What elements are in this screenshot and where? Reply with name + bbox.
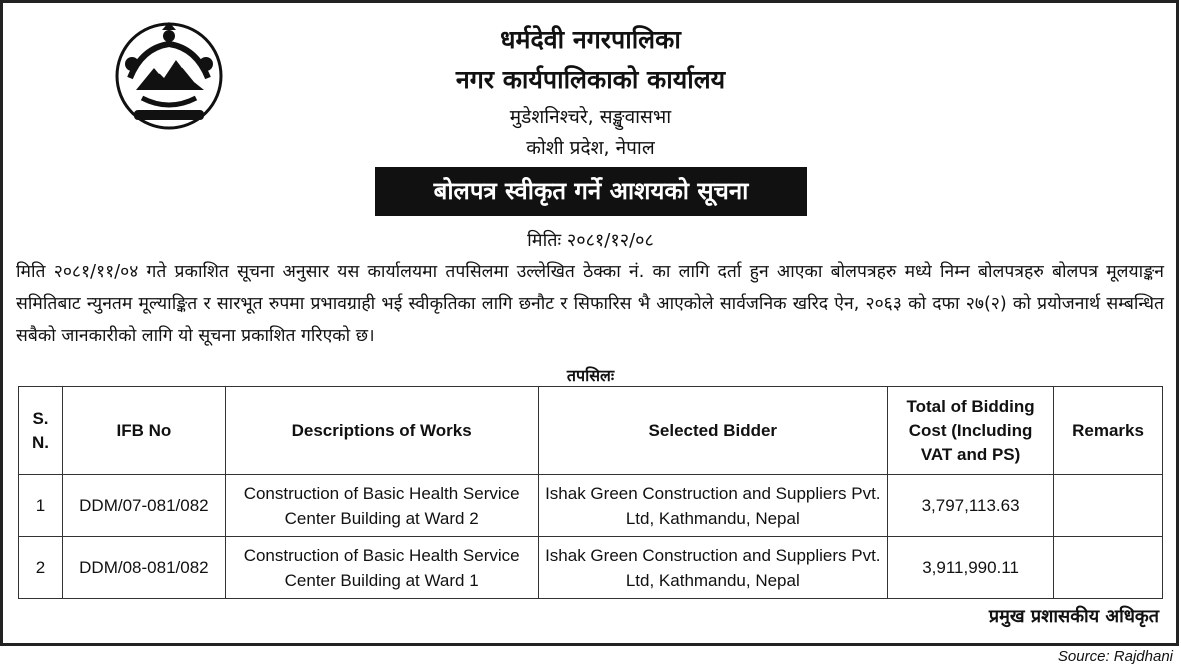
notice-date: मितिः २०८१/१२/०८ — [527, 230, 654, 251]
col-header-remarks: Remarks — [1054, 387, 1163, 475]
org-name: धर्मदेवी नगरपालिका — [500, 25, 681, 54]
cell-remarks — [1054, 475, 1163, 537]
cell-bidder: Ishak Green Construction and Suppliers Pvt. Ltd, Kathmandu, Nepal — [538, 475, 888, 537]
signatory: प्रमुख प्रशासकीय अधिकृत — [988, 606, 1159, 627]
cell-bidder: Ishak Green Construction and Suppliers Pvt. Ltd, Kathmandu, Nepal — [538, 537, 888, 599]
cell-description: Construction of Basic Health Service Center Building at Ward 2 — [225, 475, 538, 537]
address-line-2: कोशी प्रदेश, नेपाल — [526, 137, 655, 159]
address-line-1: मुडेशनिश्चरे, सङ्खुवासभा — [509, 106, 672, 128]
table-header-row — [19, 387, 1163, 475]
cell-sn: 2 — [19, 537, 63, 599]
cell-cost: 3,797,113.63 — [888, 475, 1054, 537]
col-header-sn: S. N. — [19, 387, 63, 475]
source-credit: Source: Rajdhani — [1057, 648, 1173, 665]
cell-ifb: DDM/08-081/082 — [62, 537, 225, 599]
col-header-ifb: IFB No — [62, 387, 225, 475]
schedule-label: तपसिलः — [566, 366, 615, 385]
col-header-description: Descriptions of Works — [225, 387, 538, 475]
bid-table — [18, 386, 1163, 599]
cell-cost: 3,911,990.11 — [888, 537, 1054, 599]
cell-ifb: DDM/07-081/082 — [62, 475, 225, 537]
notice-title: बोलपत्र स्वीकृत गर्ने आशयको सूचना — [375, 167, 807, 216]
cell-sn: 1 — [19, 475, 63, 537]
cell-description: Construction of Basic Health Service Center Building at Ward 1 — [225, 537, 538, 599]
office-name: नगर कार्यपालिकाको कार्यालय — [455, 65, 726, 94]
table-row — [19, 475, 1163, 537]
col-header-cost: Total of Bidding Cost (Including VAT and PS) — [888, 387, 1054, 475]
col-header-bidder: Selected Bidder — [538, 387, 888, 475]
cell-remarks — [1054, 537, 1163, 599]
notice-body: मिति २०८१/११/०४ गते प्रकाशित सूचना अनुसार यस कार्यालयमा तपसिलमा उल्लेखित ठेक्का नं. का लागि दर्ता हुन आएका बोलपत्रहरु मध्ये निम्न बोलपत्रहरु बोलपत्र मूलयाङ्कन समितिबाट न्युनतम मूल्याङ्कित र सारभूत रुपमा प्रभावग्राही भई स्वीकृतिका लागि छनौट र सिफारिस भै आएकोले सार्वजनिक खरिद ऐन, २०६३ को दफा २७(२) को प्रयोजनार्थ सम्बन्धित सबैको जानकारीको लागि यो सूचना प्रकाशित गरिएको छ। — [16, 262, 1164, 346]
table-row — [19, 537, 1163, 599]
